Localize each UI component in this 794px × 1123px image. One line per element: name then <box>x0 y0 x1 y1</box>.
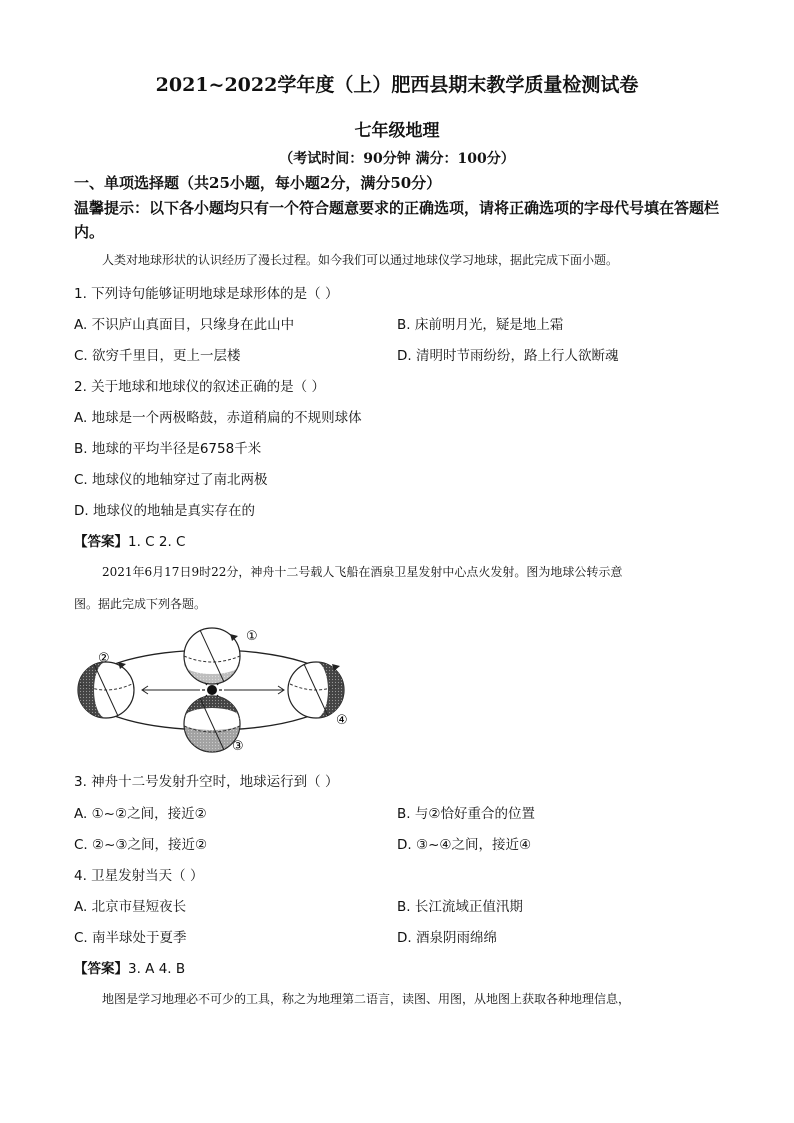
answer-text: 1. C 2. C <box>128 534 186 550</box>
q3-stem: 3. 神舟十二号发射升空时，地球运行到（ ） <box>74 774 339 790</box>
label-1: ① <box>246 629 258 644</box>
section-heading: 一、单项选择题（共25小题，每小题2分，满分50分） <box>74 174 442 192</box>
section-tip: 温馨提示：以下各小题均只有一个符合题意要求的正确选项，请将正确选项的字母代号填在答题栏内。 <box>74 199 720 241</box>
exam-title: 2021~2022学年度（上）肥西县期末教学质量检测试卷 <box>155 74 639 96</box>
q1-option-a: A. 不识庐山真面目，只缘身在此山中 <box>74 317 295 333</box>
q1-option-b: B. 床前明月光，疑是地上霜 <box>397 317 564 333</box>
q4-option-c: C. 南半球处于夏季 <box>74 930 187 946</box>
group1-answer <box>74 530 186 550</box>
q4-stem: 4. 卫星发射当天（ ） <box>74 868 204 884</box>
q2-option-a: A. 地球是一个两极略鼓，赤道稍扁的不规则球体 <box>74 410 362 426</box>
answer-text: 3. A 4. B <box>128 961 186 977</box>
q4-option-d: D. 酒泉阴雨绵绵 <box>397 930 497 946</box>
group2-intro-line2: 图。据此完成下列各题。 <box>74 597 207 611</box>
earth-position-4 <box>288 662 344 718</box>
label-3: ③ <box>232 739 244 754</box>
answer-label: 【答案】 <box>74 534 128 550</box>
group2-answer <box>74 957 185 977</box>
earth-position-1 <box>184 628 240 684</box>
q4-option-b: B. 长江流域正值汛期 <box>397 899 523 915</box>
exam-info: （考试时间：90分钟 满分：100分） <box>279 151 515 167</box>
group2-intro-line1: 2021年6月17日9时22分，神舟十二号载人飞船在酒泉卫星发射中心点火发射。图为地球公转示意 <box>102 565 623 579</box>
label-2: ② <box>98 651 110 666</box>
earth-orbit-diagram <box>70 624 360 756</box>
group3-intro: 地图是学习地理必不可少的工具，称之为地理第二语言，读图、用图，从地图上获取各种地理信息， <box>102 992 631 1006</box>
label-4: ④ <box>336 713 348 728</box>
q2-option-c: C. 地球仪的地轴穿过了南北两极 <box>74 472 268 488</box>
earth-position-2 <box>78 662 134 718</box>
group1-intro: 人类对地球形状的认识经历了漫长过程。如今我们可以通过地球仪学习地球，据此完成下面小题。 <box>102 253 619 267</box>
q3-option-c: C. ②~③之间，接近② <box>74 837 208 853</box>
q2-stem: 2. 关于地球和地球仪的叙述正确的是（ ） <box>74 379 325 395</box>
q2-option-d: D. 地球仪的地轴是真实存在的 <box>74 503 255 519</box>
q3-option-a: A. ①~②之间，接近② <box>74 806 207 822</box>
exam-subject: 七年级地理 <box>354 121 440 141</box>
q4-option-a: A. 北京市昼短夜长 <box>74 899 187 915</box>
q2-option-b: B. 地球的平均半径是6758千米 <box>74 441 262 457</box>
q3-option-b: B. 与②恰好重合的位置 <box>397 806 535 822</box>
q3-option-d: D. ③~④之间，接近④ <box>397 837 532 853</box>
answer-label: 【答案】 <box>74 961 128 977</box>
q1-option-d: D. 清明时节雨纷纷，路上行人欲断魂 <box>397 348 619 364</box>
q1-stem: 1. 下列诗句能够证明地球是球形体的是（ ） <box>74 286 339 302</box>
q1-option-c: C. 欲穷千里目，更上一层楼 <box>74 348 241 364</box>
